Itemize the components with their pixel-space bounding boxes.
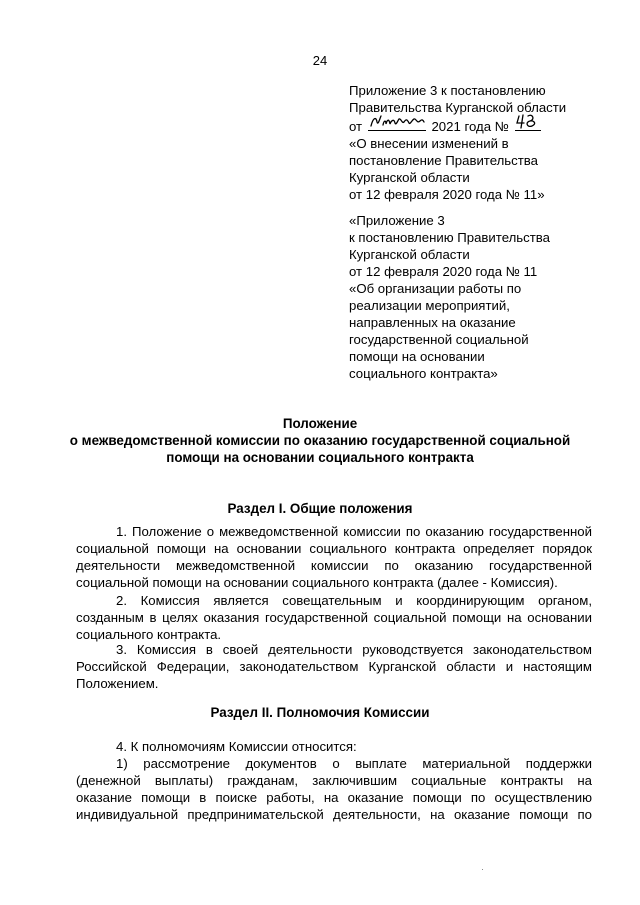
appendix-line: Правительства Курганской области [349, 100, 567, 115]
appendix-line: от 12 февраля 2020 года № 11 [349, 264, 538, 279]
paragraph-line: деятельности межведомственной комиссии по оказанию государственной [76, 558, 592, 573]
paragraph-line: 3. Комиссия в своей деятельности руководствуется законодательством [116, 642, 592, 657]
paragraph-line: индивидуальной предпринимательской деятельности, на оказание помощи по [76, 807, 592, 822]
handwritten-number [515, 116, 541, 131]
paragraph-line: оказание помощи в поиске работы, на оказание помощи по осуществлению [76, 790, 592, 805]
appendix-line: «Приложение 3 [349, 213, 445, 228]
appendix-line: от 12 февраля 2020 года № 11» [349, 187, 545, 202]
paragraph [76, 641, 592, 692]
appendix-header-block [349, 82, 619, 203]
document-title [0, 415, 640, 466]
appendix-line: постановление Правительства [349, 153, 538, 168]
title-line: Положение [282, 416, 358, 431]
appendix-line: Курганской области [349, 170, 470, 185]
title-line: помощи на основании социального контракта [166, 450, 474, 465]
paragraph-line: (денежной выплаты) гражданам, заключившим социальные контракты на [76, 773, 592, 788]
paragraph-line: социальной помощи на основании социального контракта определяет порядок [76, 541, 592, 556]
handwritten-date [368, 116, 426, 131]
date-year-text: 2021 года № [431, 119, 509, 134]
page-number: 24 [312, 53, 328, 68]
appendix-line: государственной социальной [349, 332, 529, 347]
paragraph-line: 4. К полномочиям Комиссии относится: [116, 739, 357, 754]
section-heading: Раздел II. Полномочия Комиссии [210, 705, 430, 720]
appendix-line: к постановлению Правительства [349, 230, 550, 245]
appendix-line: «Об организации работы по [349, 281, 522, 296]
appendix-line: Курганской области [349, 247, 470, 262]
scan-artifact [482, 869, 483, 870]
appendix-date-line [349, 116, 619, 135]
paragraph [76, 523, 592, 591]
paragraph-line: Положением. [76, 676, 159, 691]
paragraph-line: 1. Положение о межведомственной комиссии по оказанию государственной [116, 524, 592, 539]
appendix-line: «О внесении изменений в [349, 136, 509, 151]
appendix-line: социального контракта» [349, 366, 498, 381]
paragraph-line: 1) рассмотрение документов о выплате материальной поддержки [116, 756, 592, 771]
paragraph-line: созданным в целях оказания государственной социальной помощи на основании [76, 610, 592, 625]
section-heading: Раздел I. Общие положения [227, 501, 413, 516]
paragraph-line: Российской Федерации, законодательством Курганской области и настоящим [76, 659, 592, 674]
paragraph [76, 738, 592, 823]
handwritten-date-signature [368, 112, 426, 130]
appendix-line: помощи на основании [349, 349, 485, 364]
appendix-line: Приложение 3 к постановлению [349, 83, 546, 98]
appendix-line: реализации мероприятий, [349, 298, 510, 313]
handwritten-number-signature [515, 112, 541, 130]
appendix-original-header-block [349, 212, 619, 382]
paragraph-line: социального контракта. [76, 627, 222, 642]
paragraph-line: социальной помощи на основании социального контракта (далее - Комиссия). [76, 575, 558, 590]
title-line: о межведомственной комиссии по оказанию государственной социальной [69, 433, 571, 448]
appendix-line: направленных на оказание [349, 315, 516, 330]
date-prefix: от [349, 119, 363, 134]
paragraph-line: 2. Комиссия является совещательным и координирующим органом, [116, 593, 592, 608]
paragraph [76, 592, 592, 643]
